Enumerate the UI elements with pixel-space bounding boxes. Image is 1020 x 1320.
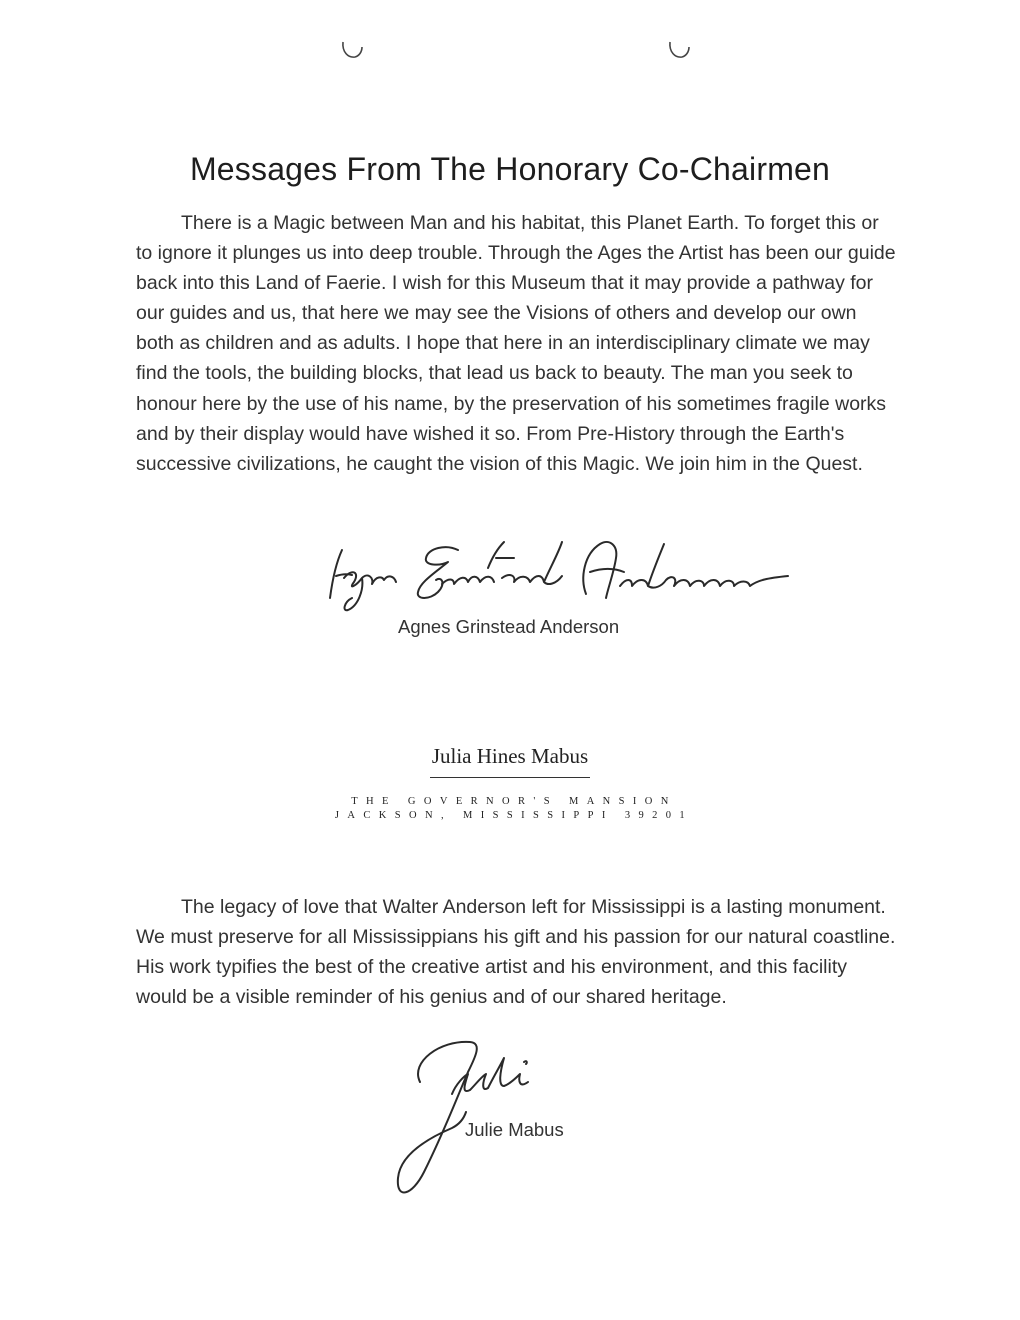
message-anderson-body: There is a Magic between Man and his habitat, this Planet Earth. To forget this or to ignore it plunges us into deep trouble. Through the Ages the Artist has been our guide back into this Land of Faerie. I wish for this Museum that it may provide a pathway for our guides and us, that here we may see the Visions of others and develop our own both as children and as adults. I hope that here in an interdisciplinary climate we may find the tools, the building blocks, that lead us back to beauty. The man you seek to honour here by the use of his name, by the preservation of his sometimes fragile works and by their display would have wished it so. From Pre-History through the Earth's successive civilizations, he caught the vision of this Magic. We join him in the Quest. xyxy=(136,212,896,475)
page-title: Messages From The Honorary Co-Chairmen xyxy=(189,151,831,188)
message-mabus-body: The legacy of love that Walter Anderson left for Mississippi is a lasting monument. We must preserve for all Mississippians his gift and his passion for our natural coastline. His work typifies the best of the creative artist and his environment, and this facility would be a visible reminder of his genius and of our shared heritage. xyxy=(136,896,896,1009)
handwritten-signature-anderson xyxy=(318,528,798,616)
letterhead-divider xyxy=(430,777,590,778)
letterhead-address-line2: JACKSON, MISSISSIPPI 39201 xyxy=(334,810,694,821)
letterhead-address-line1: THE GOVERNOR'S MANSION xyxy=(351,796,677,807)
letterhead-name: Julia Hines Mabus xyxy=(431,744,589,768)
signer-name-anderson: Agnes Grinstead Anderson xyxy=(398,616,620,637)
handwritten-signature-mabus xyxy=(390,1032,580,1204)
signer-name-mabus: Julie Mabus xyxy=(465,1119,564,1140)
letterhead xyxy=(0,744,1020,823)
punch-hole-mark xyxy=(339,38,365,62)
punch-hole-mark xyxy=(666,38,692,62)
